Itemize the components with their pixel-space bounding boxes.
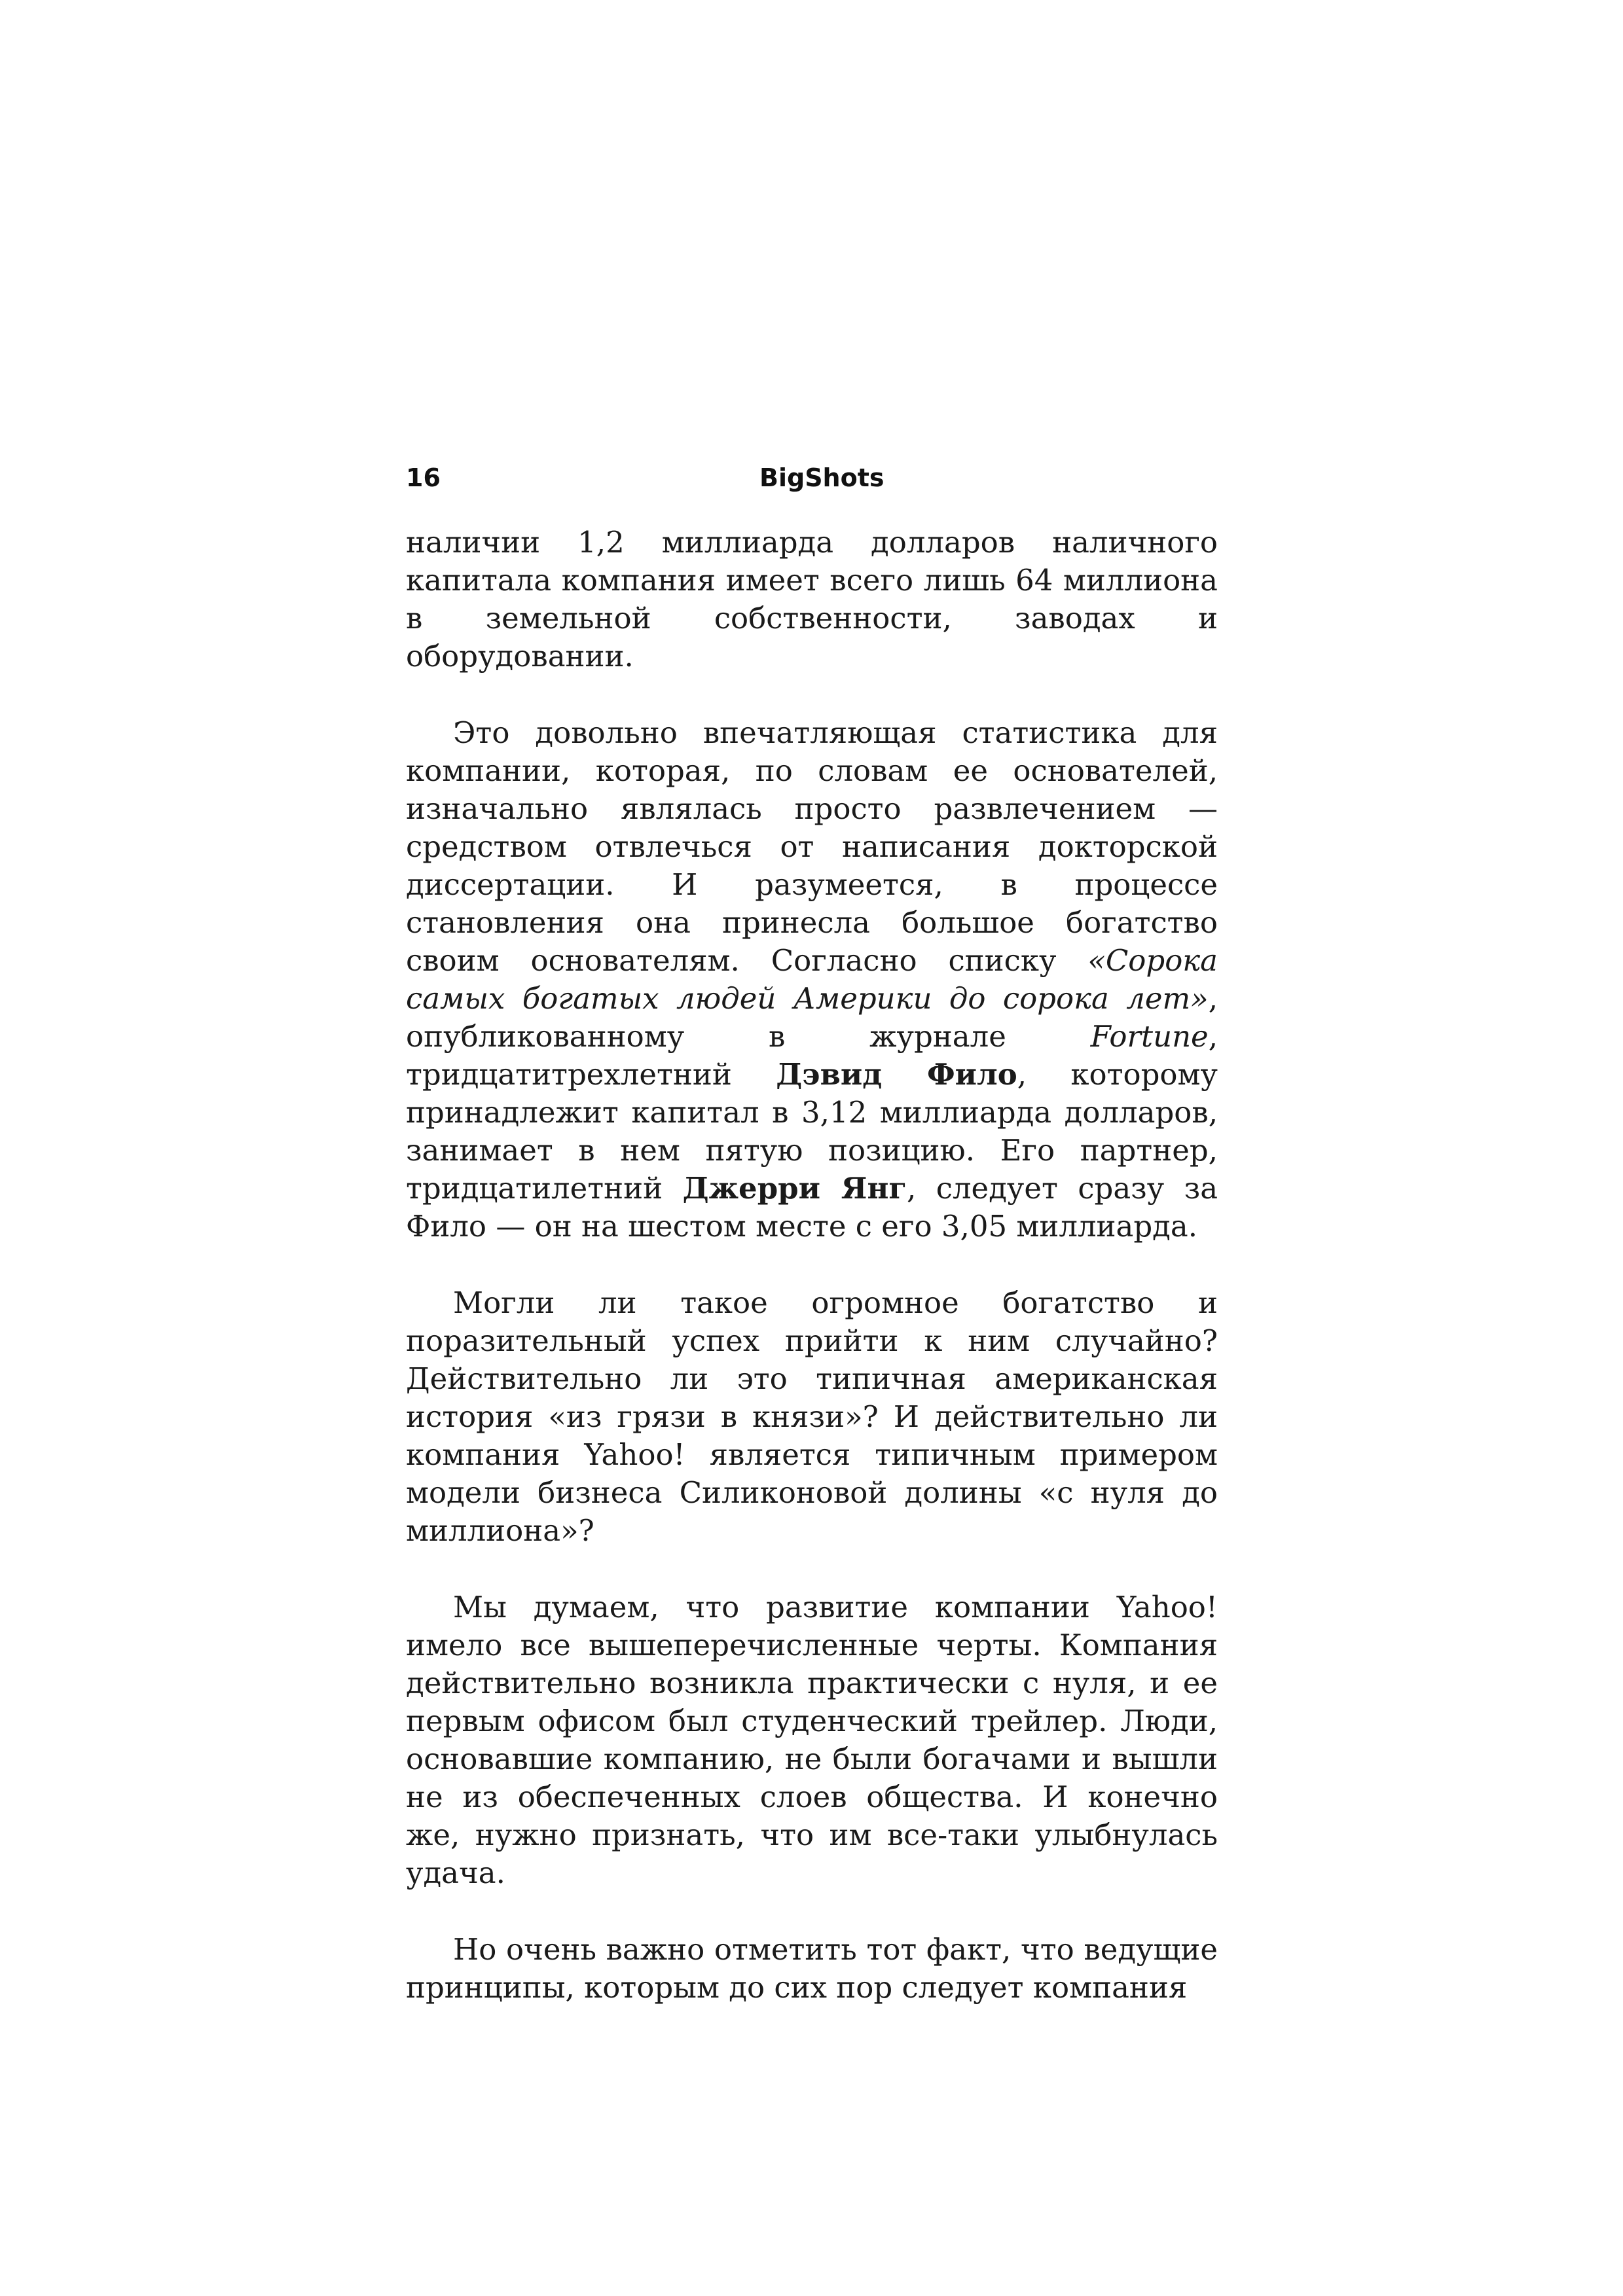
page-number: 16 xyxy=(406,463,441,492)
page-body xyxy=(406,524,1218,2007)
paragraph-text: Это довольно впечатляющая статистика для компании, которая, по словам ее основателей, изначально являлась просто развлечением — средством отвлечься от написания докторской диссертации. И разумеется, в процессе становления она принесла большое богатство своим основателям. Согласно списку xyxy=(406,715,1218,978)
list-title-italic: «Сорока самых богатых людей Америки до сорока лет» xyxy=(406,943,1218,1016)
page-header xyxy=(406,458,1218,497)
paragraph-text: , опубликованному в журнале xyxy=(406,981,1218,1054)
magazine-name-italic: Fortune xyxy=(1090,1019,1209,1054)
paragraph-text: наличии 1,2 миллиарда долларов наличного капитала компания имеет всего лишь 64 миллиона в земельной собственности, заводах и оборудовании. xyxy=(406,525,1218,673)
running-title: BigShots xyxy=(759,463,884,492)
paragraph-text: Могли ли такое огромное богатство и поразительный успех прийти к ним случайно? Действительно ли это типичная американская история «из грязи в князи»? И действительно ли компания Yahoo! является типичным примером модели бизнеса Силиконовой долины «с нуля до миллиона»? xyxy=(406,1285,1218,1548)
paragraph-text: , тридцатитрехлетний xyxy=(406,1019,1218,1092)
paragraph-text: Мы думаем, что развитие компании Yahoo! имело все вышеперечисленные черты. Компания действительно возникла практически с нуля, и ее первым офисом был студенческий трейлер. Люди, основавшие компанию, не были богачами и вышли не из обеспеченных слоев общества. И конечно же, нужно признать, что им все-таки улыбнулась удача. xyxy=(406,1590,1218,1890)
paragraph-5 xyxy=(406,1931,1218,2007)
person-name-bold: Джерри Янг xyxy=(682,1171,907,1206)
paragraph-text: Но очень важно отметить тот факт, что ведущие принципы, которым до сих пор следует компания xyxy=(406,1932,1218,2005)
person-name-bold: Дэвид Фило xyxy=(776,1057,1017,1092)
paragraph-text: , следует сразу за Фило — он на шестом месте с его 3,05 миллиарда. xyxy=(406,1171,1218,1244)
paragraph-4 xyxy=(406,1588,1218,1892)
paragraph-text: , которому принадлежит капитал в 3,12 миллиарда долларов, занимает в нем пятую позицию. Его партнер, тридцатилетний xyxy=(406,1057,1218,1206)
paragraph-1 xyxy=(406,524,1218,675)
paragraph-3 xyxy=(406,1284,1218,1550)
paragraph-2 xyxy=(406,714,1218,1246)
